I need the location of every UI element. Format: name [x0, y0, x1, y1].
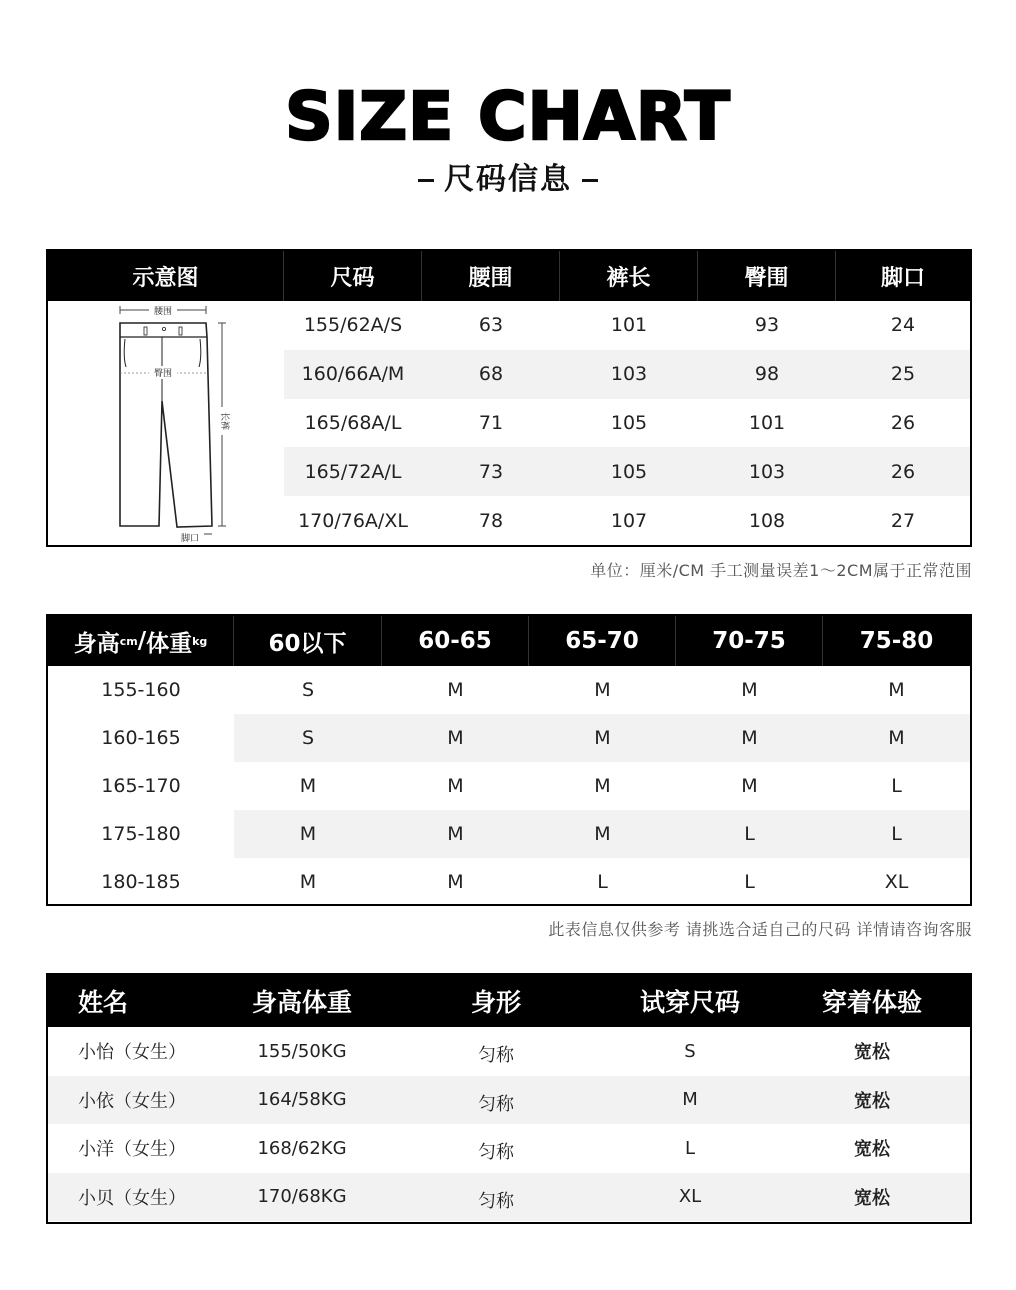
cell-size: L: [891, 775, 902, 797]
table-row: [284, 399, 970, 448]
cell-size: M: [382, 810, 529, 858]
cell-hem: 27: [890, 509, 916, 532]
cell-size: M: [447, 871, 464, 893]
cell-size: M: [676, 714, 823, 762]
page-subtitle: [0, 154, 1016, 198]
cell-tryon-size: M: [606, 1076, 774, 1125]
col-header-weight-4: 70-75: [676, 616, 823, 666]
pants-outline: [120, 323, 212, 527]
subtitle-dash-left: [418, 179, 434, 182]
cell-size: M: [823, 714, 970, 762]
cell-height: 165-170: [101, 775, 181, 797]
cell-size: 165/72A/L: [304, 460, 402, 483]
cell-hem: 24: [890, 314, 916, 337]
cell-height-weight: 164/58KG: [218, 1076, 386, 1125]
cell-tryon-size: XL: [606, 1173, 774, 1222]
table-row: [284, 301, 970, 350]
cell-size: M: [447, 679, 464, 701]
cell-hem: 26: [890, 411, 916, 434]
cell-hip: 108: [748, 509, 786, 532]
cell-size: M: [529, 714, 676, 762]
cell-size: M: [234, 810, 382, 858]
cell-length: 105: [610, 460, 648, 483]
size-table-header: [48, 251, 970, 301]
cell-size: L: [823, 810, 970, 858]
cell-experience: 宽松: [854, 1139, 890, 1161]
table-row: [48, 810, 970, 858]
cell-size: XL: [884, 871, 909, 893]
cell-size: L: [597, 871, 608, 893]
col-header-weight-5: 75-80: [859, 628, 934, 654]
cell-size: M: [741, 679, 758, 701]
col-header-tryon-size: 试穿尺码: [639, 988, 740, 1017]
cell-length: 101: [610, 314, 648, 337]
pants-diagram-svg: [48, 301, 284, 545]
cell-size: 170/76A/XL: [298, 509, 408, 532]
col-header-hip: 臀围: [698, 251, 836, 301]
label-waist: 腰围: [153, 307, 173, 317]
cell-height: 155-160: [101, 679, 181, 701]
cell-name: 小依（女生）: [48, 1076, 218, 1125]
weight-table-header: [48, 616, 970, 666]
cell-size: M: [594, 775, 611, 797]
cell-size: S: [301, 679, 315, 701]
cell-waist: 78: [478, 509, 504, 532]
cell-height: 180-185: [101, 871, 181, 893]
cell-experience: 宽松: [774, 1076, 970, 1125]
size-table: [46, 249, 972, 547]
cell-waist: 73: [478, 460, 504, 483]
cell-length: 107: [610, 509, 648, 532]
table-row: [48, 1076, 970, 1125]
cell-body-shape: 匀称: [478, 1045, 514, 1067]
table-row: [284, 447, 970, 496]
cell-experience: 宽松: [854, 1042, 890, 1064]
cell-waist: 68: [478, 363, 504, 386]
col-header-body-shape: 身形: [470, 988, 521, 1017]
col-header-height-weight: 身高体重: [251, 988, 352, 1017]
cell-size: M: [741, 775, 758, 797]
table-row: [48, 1027, 970, 1076]
cell-tryon-size: L: [684, 1137, 696, 1159]
cell-size: S: [234, 714, 382, 762]
cell-hem: 26: [890, 460, 916, 483]
col-header-diagram: 示意图: [48, 251, 284, 301]
cell-name: 小怡（女生）: [78, 1042, 186, 1064]
cell-size: M: [382, 714, 529, 762]
table-row: [284, 350, 970, 399]
label-hip: 臀围: [153, 369, 173, 379]
table-row: [48, 858, 970, 906]
cell-size: 160/66A/M: [301, 363, 405, 386]
table-row: [284, 496, 970, 545]
label-hem: 脚口: [180, 534, 200, 544]
cell-experience: 宽松: [774, 1173, 970, 1222]
size-table-note: 单位：厘米/CM 手工测量误差1～2CM属于正常范围: [590, 561, 972, 580]
table-row: [48, 1173, 970, 1222]
cell-hip: 101: [748, 411, 786, 434]
label-length: 长裤: [219, 411, 229, 431]
subtitle-text: 尺码信息: [444, 162, 572, 197]
col-header-experience: 穿着体验: [821, 988, 922, 1017]
col-header-length: 裤长: [560, 251, 698, 301]
cell-height-weight: 168/62KG: [257, 1137, 347, 1159]
pants-diagram: [48, 301, 284, 545]
cell-size: 165/68A/L: [304, 411, 402, 434]
cell-size: M: [447, 775, 464, 797]
cell-size: L: [744, 871, 755, 893]
cell-size: M: [888, 679, 905, 701]
cell-size: M: [594, 679, 611, 701]
cell-size: 155/62A/S: [303, 314, 403, 337]
cell-body-shape: 匀称: [478, 1142, 514, 1164]
cell-size: M: [529, 810, 676, 858]
col-header-weight-2: 60-65: [382, 616, 529, 666]
cell-hip: 93: [754, 314, 780, 337]
cell-name: 小贝（女生）: [48, 1173, 218, 1222]
tryon-table-header: [48, 975, 970, 1027]
cell-size: M: [299, 871, 317, 893]
col-header-waist: 腰围: [422, 251, 560, 301]
cell-waist: 71: [478, 411, 504, 434]
cell-height-weight: 170/68KG: [218, 1173, 386, 1222]
page-title: SIZE CHART: [285, 78, 731, 155]
table-row: [48, 1124, 970, 1173]
cell-size: L: [676, 810, 823, 858]
col-header-weight-3: 65-70: [529, 616, 676, 666]
table-row: [48, 714, 970, 762]
cell-length: 103: [610, 363, 648, 386]
col-header-weight-1: 60以下: [234, 616, 382, 666]
cell-height-weight: 155/50KG: [257, 1040, 347, 1062]
table-row: [48, 762, 970, 810]
cell-body-shape: 匀称: [386, 1076, 606, 1125]
cell-name: 小洋（女生）: [78, 1139, 186, 1161]
weight-table-note: 此表信息仅供参考 请挑选合适自己的尺码 详情请咨询客服: [548, 920, 972, 939]
cell-height: 160-165: [48, 714, 234, 762]
table-row: [48, 666, 970, 714]
col-header-size: 尺码: [284, 251, 422, 301]
cell-hip: 98: [754, 363, 780, 386]
cell-length: 105: [610, 411, 648, 434]
size-table-rows: [284, 301, 970, 545]
cell-hip: 103: [748, 460, 786, 483]
cell-body-shape: 匀称: [386, 1173, 606, 1222]
col-header-hem: 脚口: [880, 265, 925, 291]
cell-hem: 25: [890, 363, 916, 386]
cell-waist: 63: [478, 314, 504, 337]
tryon-table: [46, 973, 972, 1224]
weight-table: [46, 614, 972, 906]
cell-tryon-size: S: [684, 1040, 696, 1062]
cell-size: M: [299, 775, 317, 797]
col-header-name: 姓名: [78, 988, 129, 1017]
subtitle-dash-right: [582, 179, 598, 182]
cell-height: 175-180: [48, 810, 234, 858]
col-header-height-weight: 身高 cm / 体重 kg: [48, 616, 234, 666]
